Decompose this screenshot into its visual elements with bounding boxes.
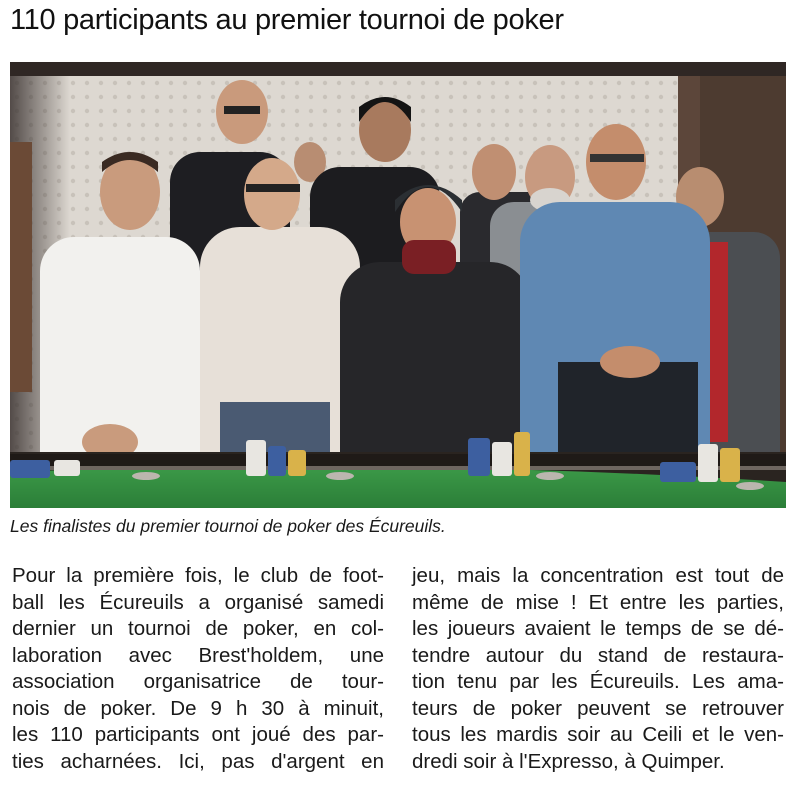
body-line: tous les mardis soir au Ceili et le ven- (412, 723, 784, 746)
body-line: association organisatrice de tour- (12, 670, 384, 693)
body-line: dredi soir à l'Expresso, à Quimper. (412, 749, 725, 773)
body-line: tion tenu par les Écureuils. Les ama- (412, 670, 784, 693)
article-body-right-column (412, 563, 784, 775)
body-line: ball les Écureuils a organisé samedi (12, 590, 384, 614)
article-body-left-column (12, 563, 384, 775)
group-photo-image (10, 62, 786, 508)
body-line: les 110 participants ont joué des par- (12, 723, 384, 746)
photo-caption: Les finalistes du premier tournoi de poker des Écureuils. (10, 516, 446, 536)
article-headline: 110 participants au premier tournoi de poker (10, 4, 564, 36)
body-line: jeu, mais la concentration est tout de (412, 564, 784, 587)
body-line: Pour la première fois, le club de foot- (12, 564, 384, 587)
body-line: dernier un tournoi de poker, en col- (12, 617, 384, 640)
body-line: nois de poker. De 9 h 30 à minuit, (12, 696, 384, 720)
body-line: tendre autour du stand de restaura- (412, 643, 784, 667)
article-photo (10, 62, 786, 508)
body-line: laboration avec Brest'holdem, une (12, 643, 384, 667)
body-line: ties acharnées. Ici, pas d'argent en (12, 749, 384, 773)
body-line: teurs de poker peuvent se retrouver (412, 696, 784, 720)
body-line: même de mise ! Et entre les parties, (412, 590, 784, 614)
body-line: les joueurs avaient le temps de se dé- (412, 617, 784, 640)
